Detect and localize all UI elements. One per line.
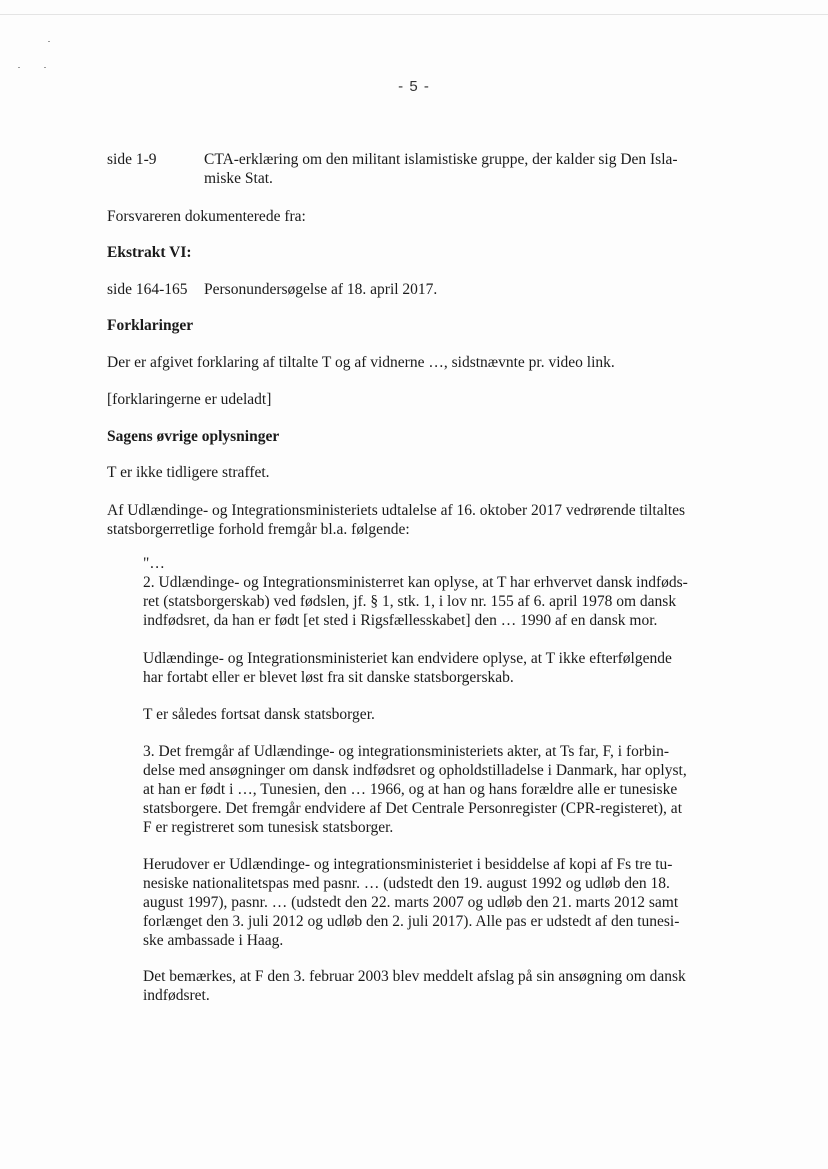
entry-text: CTA-erklæring om den militant islamistiske gruppe, der kalder sig Den Isla-	[204, 151, 678, 168]
quote-line: ret (statsborgerskab) ved fødslen, jf. § 1, stk. 1, i lov nr. 155 af 6. april 1978 om dansk	[143, 593, 677, 610]
quote-line: delse med ansøgninger om dansk indfødsret og opholdstilladelse i Danmark, har oplyst,	[143, 762, 687, 779]
statements-text: Der er afgivet forklaring af tiltalte T og af vidnerne …, sidstnævnte pr. video link.	[107, 354, 615, 371]
quote-line: Udlændinge- og Integrationsministeriet kan endvidere oplyse, at T ikke efterfølgende	[143, 650, 672, 667]
page-number: - 5 -	[398, 78, 430, 95]
scan-edge-line	[0, 14, 828, 15]
quote-line: statsborgere. Det fremgår endvidere af Det Centrale Personregister (CPR-registeret), at	[143, 800, 682, 817]
quote-open: "…	[143, 555, 165, 572]
other-info-heading: Sagens øvrige oplysninger	[107, 428, 280, 445]
quote-line: forlænget den 3. juli 2012 og udløb den 2. juli 2017). Alle pas er udstedt af den tunesi-	[143, 913, 680, 930]
quote-line: Herudover er Udlændinge- og integrationsministeriet i besiddelse af kopi af Fs tre tu-	[143, 856, 673, 873]
statements-heading: Forklaringer	[107, 317, 194, 334]
no-record-text: T er ikke tidligere straffet.	[107, 464, 270, 481]
entry-ref: side 164-165	[107, 281, 188, 298]
quote-line: nesiske nationalitetspas med pasnr. … (udstedt den 19. august 1992 og udløb den 18.	[143, 875, 670, 892]
ministry-intro: Af Udlændinge- og Integrationsministeriets udtalelse af 16. oktober 2017 vedrørende tiltaltes	[107, 502, 686, 519]
defence-intro: Forsvareren dokumenterede fra:	[107, 208, 306, 225]
quote-line: august 1997), pasnr. … (udstedt den 22. marts 2007 og udløb den 21. marts 2012 samt	[143, 894, 679, 911]
quote-line: T er således fortsat dansk statsborger.	[143, 706, 375, 723]
quote-line: at han er født i …, Tunesien, den … 1966, og at han og hans forældre alle er tunesiske	[143, 781, 678, 798]
quote-line: F er registreret som tunesisk statsborger.	[143, 819, 394, 836]
ministry-intro: statsborgerretlige forhold fremgår bl.a. følgende:	[107, 521, 410, 538]
scan-speck	[44, 67, 46, 68]
quote-line: indfødsret, da han er født [et sted i Rigsfællesskabet] den … 1990 af en dansk mor.	[143, 612, 658, 629]
entry-ref: side 1-9	[107, 151, 157, 168]
entry-text: miske Stat.	[204, 170, 273, 187]
statements-omitted: [forklaringerne er udeladt]	[107, 391, 272, 408]
quote-line: Det bemærkes, at F den 3. februar 2003 blev meddelt afslag på sin ansøgning om dansk	[143, 968, 686, 985]
extract-heading: Ekstrakt VI:	[107, 244, 192, 261]
scan-speck	[18, 67, 20, 68]
quote-line: ske ambassade i Haag.	[143, 932, 284, 949]
entry-text: Personundersøgelse af 18. april 2017.	[204, 281, 438, 298]
quote-line: 3. Det fremgår af Udlændinge- og integrationsministeriets akter, at Ts far, F, i forbin-	[143, 743, 670, 760]
quote-line: 2. Udlændinge- og Integrationsministerret kan oplyse, at T har erhvervet dansk indføds-	[143, 574, 688, 591]
scan-speck	[48, 41, 50, 42]
quote-line: har fortabt eller er blevet løst fra sit danske statsborgerskab.	[143, 669, 514, 686]
quote-line: indfødsret.	[143, 987, 210, 1004]
